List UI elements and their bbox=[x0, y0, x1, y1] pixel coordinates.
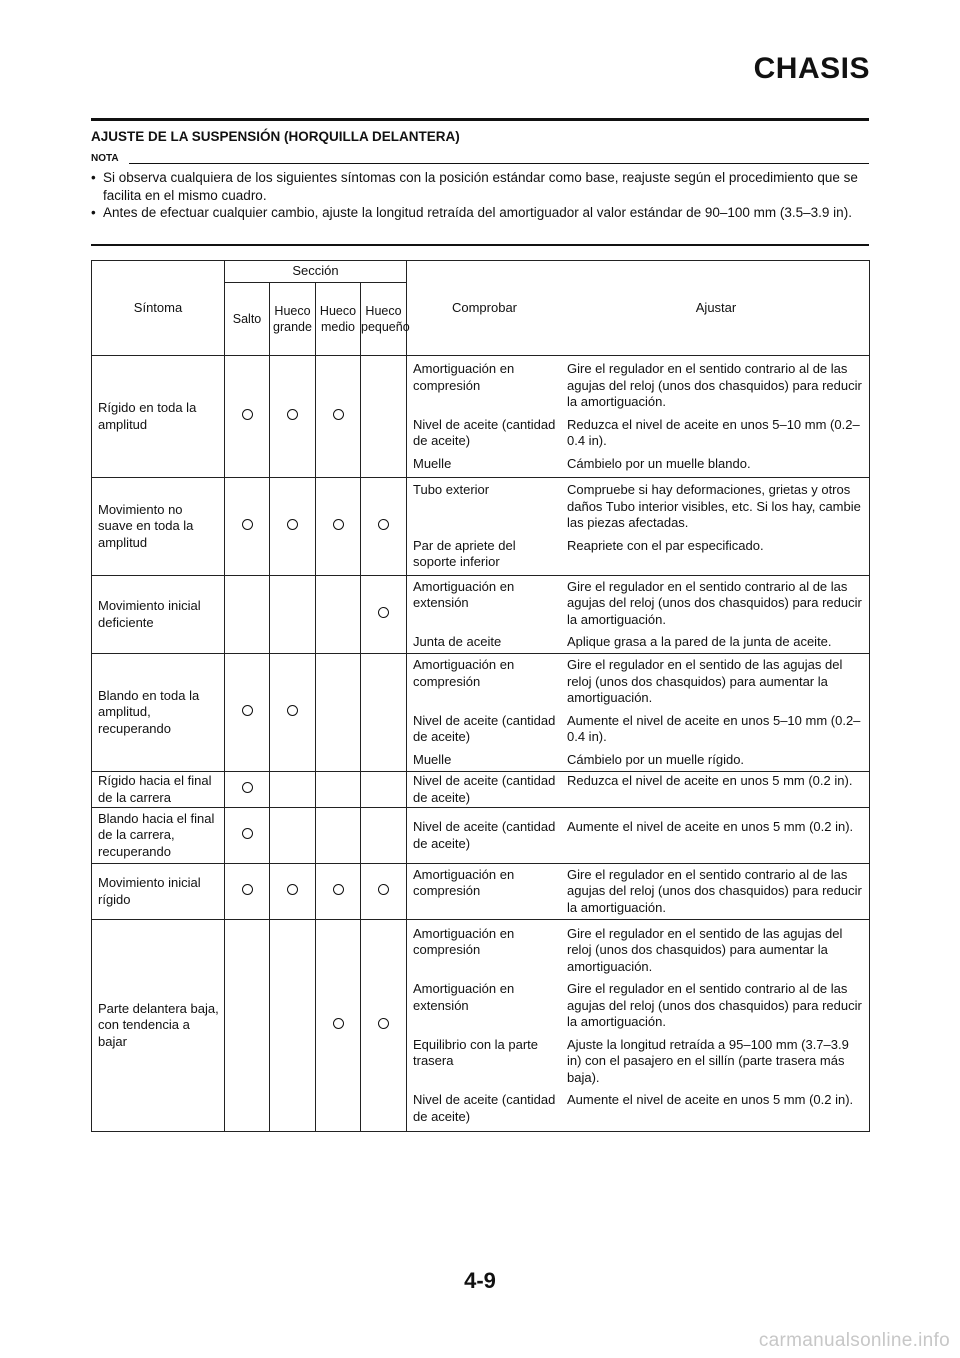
adjust-text: Reapriete con el par especificado. bbox=[567, 537, 764, 553]
symptom-cell: Parte delantera baja, con tendencia a bajar bbox=[92, 920, 225, 1132]
section-mark-cell bbox=[225, 356, 270, 478]
circle-mark-icon bbox=[287, 705, 298, 716]
section-mark-cell bbox=[270, 654, 316, 772]
circle-mark-icon bbox=[287, 409, 298, 420]
section-mark-cell bbox=[270, 478, 316, 576]
header-medium-gap: Hueco medio bbox=[316, 283, 361, 356]
adjust-text: Gire el regulador en el sentido contrario al de las agujas del reloj (unos dos chasquidos) para reducir la amortiguación. bbox=[567, 361, 862, 409]
bullet-icon: • bbox=[91, 170, 96, 185]
section-mark-cell bbox=[316, 808, 361, 864]
circle-mark-icon bbox=[378, 1018, 389, 1029]
symptom-cell: Rígido en toda la amplitud bbox=[92, 356, 225, 478]
check-adjust-pair bbox=[407, 456, 869, 473]
check-adjust-pair bbox=[407, 773, 869, 806]
table-row bbox=[92, 808, 870, 864]
circle-mark-icon bbox=[378, 884, 389, 895]
check-adjust-pair bbox=[407, 752, 869, 769]
adjust-text: Gire el regulador en el sentido contrario al de las agujas del reloj (unos dos chasquidos) para reducir la amortiguación. bbox=[567, 578, 862, 627]
note-text: Antes de efectuar cualquier cambio, ajuste la longitud retraída del amortiguador al valor estándar de 90–100 mm (3.5–3.9 in). bbox=[103, 205, 852, 220]
check-text: Muelle bbox=[413, 751, 452, 767]
section-mark-cell bbox=[316, 864, 361, 920]
check-text: Amortiguación en extensión bbox=[413, 578, 515, 610]
section-mark-cell bbox=[361, 920, 407, 1132]
check-adjust-pair bbox=[407, 657, 869, 707]
check-adjust-cell bbox=[407, 864, 870, 920]
adjust-text: Compruebe si hay deformaciones, grietas y otros daños Tubo interior visibles, etc. Si los hay, cambie las piezas afectadas. bbox=[567, 482, 861, 531]
chapter-title: CHASIS bbox=[753, 52, 870, 85]
check-text: Amortiguación en compresión bbox=[413, 657, 515, 689]
note-item bbox=[91, 169, 869, 204]
section-mark-cell bbox=[225, 478, 270, 576]
check-text: Nivel de aceite (cantidad de aceite) bbox=[413, 712, 556, 744]
check-text: Amortiguación en compresión bbox=[413, 361, 515, 393]
check-text: Junta de aceite bbox=[413, 634, 502, 649]
adjust-text: Cámbielo por un muelle blando. bbox=[567, 455, 751, 471]
header-rule bbox=[91, 118, 869, 121]
check-adjust-pair bbox=[407, 634, 869, 651]
page-number: 4-9 bbox=[464, 1268, 496, 1293]
adjust-text: Ajuste la longitud retraída a 95–100 mm (3.7–3.9 in) con el pasajero en el sillín (parte trasera más baja). bbox=[567, 1036, 849, 1085]
note-label: NOTA bbox=[91, 153, 119, 164]
check-adjust-pair bbox=[407, 819, 869, 852]
section-mark-cell bbox=[270, 772, 316, 808]
check-adjust-cell bbox=[407, 478, 870, 576]
section-mark-cell bbox=[316, 356, 361, 478]
section-mark-cell bbox=[270, 356, 316, 478]
table-row bbox=[92, 864, 870, 920]
section-title: AJUSTE DE LA SUSPENSIÓN (HORQUILLA DELANTERA) bbox=[91, 129, 460, 144]
section-mark-cell bbox=[361, 576, 407, 654]
bullet-icon: • bbox=[91, 205, 96, 220]
section-mark-cell bbox=[316, 920, 361, 1132]
check-adjust-cell bbox=[407, 654, 870, 772]
adjust-text: Reduzca el nivel de aceite en unos 5–10 mm (0.2–0.4 in). bbox=[567, 416, 860, 448]
circle-mark-icon bbox=[242, 409, 253, 420]
table-row bbox=[92, 772, 870, 808]
note-end-rule bbox=[91, 244, 869, 246]
table-row bbox=[92, 576, 870, 654]
header-adjust: Ajustar bbox=[695, 299, 737, 315]
circle-mark-icon bbox=[287, 884, 298, 895]
adjust-text: Gire el regulador en el sentido de las agujas del reloj (unos dos chasquidos) para aumentar la amortiguación. bbox=[567, 657, 843, 705]
note-text: Si observa cualquiera de los siguientes síntomas con la posición estándar como base, reajuste según el procedimiento que se facilita en el mismo cuadro. bbox=[103, 170, 858, 203]
check-adjust-pair bbox=[407, 579, 869, 629]
adjust-text: Gire el regulador en el sentido de las agujas del reloj (unos dos chasquidos) para aumentar la amortiguación. bbox=[567, 925, 843, 974]
adjust-text: Gire el regulador en el sentido contrario al de las agujas del reloj (unos dos chasquidos) para reducir la amortiguación. bbox=[567, 981, 862, 1030]
section-mark-cell bbox=[361, 478, 407, 576]
adjust-text: Aumente el nivel de aceite en unos 5 mm (0.2 in). bbox=[567, 1092, 854, 1108]
check-adjust-cell bbox=[407, 772, 870, 808]
check-text: Amortiguación en extensión bbox=[413, 981, 515, 1013]
check-adjust-pair bbox=[407, 981, 869, 1031]
circle-mark-icon bbox=[242, 884, 253, 895]
symptom-cell: Movimiento no suave en toda la amplitud bbox=[92, 478, 225, 576]
section-mark-cell bbox=[225, 772, 270, 808]
check-adjust-pair bbox=[407, 1092, 869, 1125]
check-adjust-pair bbox=[407, 538, 869, 571]
check-text: Muelle bbox=[413, 455, 452, 471]
adjust-text: Aumente el nivel de aceite en unos 5–10 mm (0.2–0.4 in). bbox=[567, 712, 861, 744]
check-text: Nivel de aceite (cantidad de aceite) bbox=[413, 416, 556, 448]
symptom-cell: Blando hacia el final de la carrera, recuperando bbox=[92, 808, 225, 864]
check-text: Par de apriete del soporte inferior bbox=[413, 537, 516, 570]
section-mark-cell bbox=[361, 356, 407, 478]
check-adjust-cell bbox=[407, 920, 870, 1132]
header-jump: Salto bbox=[225, 283, 270, 356]
check-text: Nivel de aceite (cantidad de aceite) bbox=[413, 773, 556, 805]
check-adjust-pair bbox=[407, 926, 869, 976]
check-adjust-pair bbox=[407, 1037, 869, 1087]
suspension-table bbox=[91, 260, 870, 1132]
circle-mark-icon bbox=[242, 782, 253, 793]
adjust-text: Cámbielo por un muelle rígido. bbox=[567, 751, 745, 767]
symptom-cell: Movimiento inicial rígido bbox=[92, 864, 225, 920]
note-header bbox=[91, 153, 869, 169]
check-adjust-pair bbox=[407, 417, 869, 450]
circle-mark-icon bbox=[378, 519, 389, 530]
header-small-gap: Hueco pequeño bbox=[361, 283, 407, 356]
note-list bbox=[91, 169, 869, 222]
section-mark-cell bbox=[316, 772, 361, 808]
section-mark-cell bbox=[361, 654, 407, 772]
table-row bbox=[92, 478, 870, 576]
header-large-gap: Hueco grande bbox=[270, 283, 316, 356]
section-mark-cell bbox=[270, 864, 316, 920]
check-adjust-pair bbox=[407, 482, 869, 532]
section-mark-cell bbox=[270, 808, 316, 864]
circle-mark-icon bbox=[333, 1018, 344, 1029]
table-body bbox=[92, 356, 870, 1132]
check-adjust-cell bbox=[407, 576, 870, 654]
section-mark-cell bbox=[270, 576, 316, 654]
check-adjust-pair bbox=[407, 867, 869, 917]
symptom-cell: Rígido hacia el final de la carrera bbox=[92, 772, 225, 808]
check-adjust-pair bbox=[407, 361, 869, 411]
section-mark-cell bbox=[225, 864, 270, 920]
check-adjust-cell bbox=[407, 356, 870, 478]
circle-mark-icon bbox=[287, 519, 298, 530]
circle-mark-icon bbox=[333, 519, 344, 530]
circle-mark-icon bbox=[333, 884, 344, 895]
section-mark-cell bbox=[361, 772, 407, 808]
section-mark-cell bbox=[361, 808, 407, 864]
check-text: Nivel de aceite (cantidad de aceite) bbox=[413, 819, 556, 851]
section-mark-cell bbox=[316, 654, 361, 772]
section-mark-cell bbox=[225, 654, 270, 772]
table-row bbox=[92, 654, 870, 772]
header-section: Sección bbox=[225, 261, 407, 283]
watermark: carmanualsonline.info bbox=[758, 1330, 950, 1351]
symptom-cell: Blando en toda la amplitud, recuperando bbox=[92, 654, 225, 772]
note-rule bbox=[129, 163, 869, 164]
circle-mark-icon bbox=[378, 607, 389, 618]
section-mark-cell bbox=[225, 920, 270, 1132]
adjust-text: Aplique grasa a la pared de la junta de aceite. bbox=[567, 634, 832, 649]
table-row bbox=[92, 920, 870, 1132]
check-adjust-cell bbox=[407, 808, 870, 864]
table-row bbox=[92, 356, 870, 478]
check-text: Amortiguación en compresión bbox=[413, 925, 515, 958]
circle-mark-icon bbox=[242, 519, 253, 530]
section-mark-cell bbox=[270, 920, 316, 1132]
check-text: Amortiguación en compresión bbox=[413, 866, 515, 899]
circle-mark-icon bbox=[242, 828, 253, 839]
circle-mark-icon bbox=[242, 705, 253, 716]
adjust-text: Aumente el nivel de aceite en unos 5 mm (0.2 in). bbox=[567, 819, 854, 834]
symptom-cell: Movimiento inicial deficiente bbox=[92, 576, 225, 654]
header-check-adjust bbox=[407, 261, 870, 356]
adjust-text: Reduzca el nivel de aceite en unos 5 mm (0.2 in). bbox=[567, 773, 853, 788]
check-adjust-pair bbox=[407, 713, 869, 746]
circle-mark-icon bbox=[333, 409, 344, 420]
adjust-text: Gire el regulador en el sentido contrario al de las agujas del reloj (unos dos chasquidos) para reducir la amortiguación. bbox=[567, 866, 862, 915]
section-mark-cell bbox=[361, 864, 407, 920]
header-check: Comprobar bbox=[451, 299, 518, 315]
section-mark-cell bbox=[225, 808, 270, 864]
section-mark-cell bbox=[316, 478, 361, 576]
check-text: Equilibrio con la parte trasera bbox=[413, 1036, 539, 1069]
check-text: Tubo exterior bbox=[413, 482, 490, 498]
header-symptom: Síntoma bbox=[92, 261, 225, 356]
note-item bbox=[91, 204, 869, 222]
check-text: Nivel de aceite (cantidad de aceite) bbox=[413, 1092, 556, 1124]
section-mark-cell bbox=[225, 576, 270, 654]
section-mark-cell bbox=[316, 576, 361, 654]
